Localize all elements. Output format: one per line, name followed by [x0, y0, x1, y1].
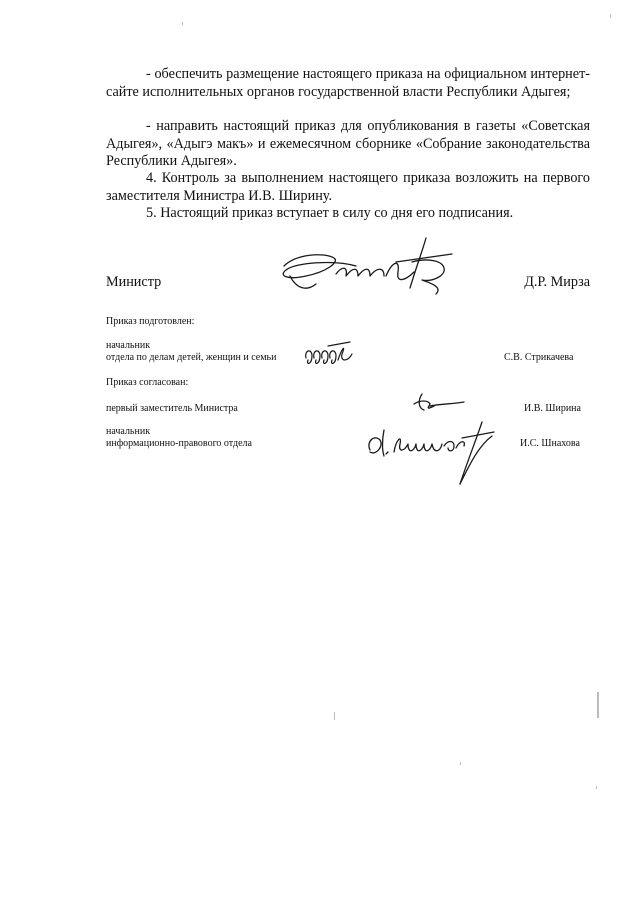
preparer-position-line2: отдела по делам детей, женщин и семьи	[106, 352, 277, 363]
scan-speck	[460, 762, 461, 765]
scan-speck	[334, 712, 335, 720]
paragraph-text: 4. Контроль за выполнением настоящего приказа возложить на первого заместителя Министра И.В. Ширину.	[106, 170, 590, 204]
approver2-handwritten-signature	[364, 416, 496, 488]
prepared-label: Приказ подготовлен:	[106, 316, 195, 327]
preparer-position-line1: начальник	[106, 340, 151, 351]
scan-speck	[597, 692, 599, 718]
scan-speck	[596, 786, 597, 789]
preparer-name: С.В. Стрикачева	[504, 352, 574, 363]
paragraph-text: - направить настоящий приказ для опубликования в газеты «Советская Адыгея», «Адыгэ макъ» и ежемесячном сборнике «Собрание законодательства Республики Адыгея».	[106, 118, 590, 169]
agreed-label: Приказ согласован:	[106, 377, 189, 388]
approver1-name: И.В. Ширина	[524, 403, 581, 414]
paragraph-text: - обеспечить размещение настоящего приказа на официальном интернет-сайте исполнительных органов государственной власти Республики Адыгея;	[106, 66, 590, 100]
approver1-position: первый заместитель Министра	[106, 403, 238, 414]
paragraph-text: 5. Настоящий приказ вступает в силу со дня его подписания.	[146, 205, 514, 221]
preparer-handwritten-signature	[302, 340, 354, 370]
scan-speck	[182, 22, 183, 25]
paragraph-effective-date	[106, 205, 590, 223]
paragraph-publish-newspapers	[106, 118, 590, 171]
approver2-name: И.С. Шнахова	[520, 438, 580, 449]
minister-handwritten-signature	[276, 232, 466, 304]
paragraph-control	[106, 170, 590, 205]
approver1-handwritten-signature	[404, 390, 466, 416]
approver2-position-line1: начальник	[106, 426, 151, 437]
approver2-position-line2: информационно-правового отдела	[106, 438, 252, 449]
signatory-name: Д.Р. Мирза	[524, 274, 590, 290]
scan-speck	[610, 14, 611, 18]
paragraph-publish-website	[106, 66, 590, 101]
signatory-title: Министр	[106, 274, 162, 290]
